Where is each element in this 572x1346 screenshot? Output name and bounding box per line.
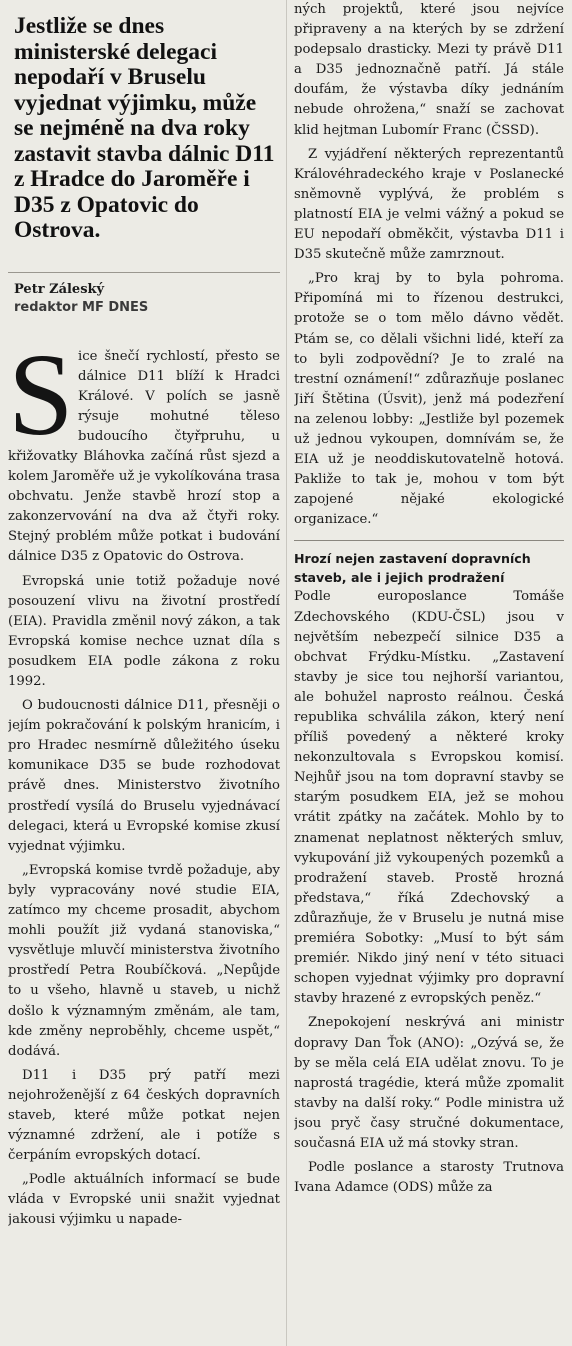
section-subheading: Hrozí nejen zastavení dopravních staveb, ale i jejich prodražení: [294, 551, 531, 586]
author-role: redaktor MF DNES: [14, 299, 149, 315]
body-paragraph: „Pro kraj by to byla pohroma. Připomíná mi to řízenou destrukci, protože se o tom mělo dávno vědět. Ptám se, co dělali všichni lidé, kteří za to byli zodpovědní? Je to zralé na trestní oznámení!“ zdůrazňuje poslanec Jiří Štětina (Úsvit), jenž má podezření na zelenou lobby: „Jestliže byl pozemek už jednou vykoupen, domnívám se, že EIA už je neoddiskutovatelně hotová. Pakliže to tak je, mohou v tom být zapojené nějaké ekologické organizace.“: [294, 271, 564, 528]
body-paragraph: „Evropská komise tvrdě požaduje, aby byly vypracovány nové studie EIA, zatímco my chceme prosadit, abychom mohli použít již vydaná stanoviska,“ vysvětluje mluvčí ministerstva životního prostředí Petra Roubíčková. „Nepůjde to u všeho, hlavně u staveb, u nichž došlo k významným změnám, ale tam, kde změny neproběhly, chceme uspět,“ dodává.: [8, 862, 280, 1059]
right-column: [294, 0, 564, 1202]
body-paragraph: Podle europoslance Tomáše Zdechovského (KDU-ČSL) jsou v největším nebezpečí silnice D35 a obchvat Frýdku-Místku. „Zastavení stavby je sice tou nejhorší variantou, ale bohužel naprosto reálnou. Česká republika schválila zákon, který není příliš povedený a některé kroky nekonzultovala s Evropskou komisí. Nejhůř jsou na tom dopravní stavby se starým posudkem EIA, jež se mohou vrátit zpátky na začátek. Mohlo by to znamenat neplatnost některých smluv, vykupování již vykoupených pozemků a prodražení staveb. Prostě hrozná představa,“ říká Zdechovský a zdůrazňuje, že v Bruselu je nutná mise premiéra Sobotky: „Musí to být sám premiér. Nikdo jiný není v této situaci schopen vyjednat výjimky pro dopravní stavby hrazené z evropských peněz.“: [294, 589, 564, 1007]
body-paragraph: O budoucnosti dálnice D11, přesněji o jejím pokračování k polským hranicím, i pro Hradec nesmírně důležitého úseku komunikace D35 se bude rozhodovat právě dnes. Ministerstvo životního prostředí vysílá do Bruselu vyjednávací delegaci, která u Evropské komise zkusí vyjednat výjimku.: [8, 698, 280, 854]
section-divider: [294, 540, 564, 541]
body-paragraph: D11 i D35 prý patří mezi nejohroženější z 64 českých dopravních staveb, které může potkat nejen významné zdržení, ale i potíže s čerpáním evropských dotací.: [8, 1067, 280, 1164]
body-paragraph: „Podle aktuálních informací se bude vláda v Evropské unii snažit vyjednat jakousi výjimku u napade-: [8, 1172, 280, 1228]
author-name: Petr Záleský: [14, 281, 105, 297]
body-paragraph: ných projektů, které jsou nejvíce připraveny a na kterých by se zdržení podepsalo drasticky. Mezi ty právě D11 a D35 jednoznačně patří. Já stále doufám, že výstavba díky jednáním nebude ohrožena,“ snaží se zachovat klid hejtman Lubomír Franc (ČSSD).: [294, 2, 564, 138]
body-paragraph: Znepokojení neskrývá ani ministr dopravy Dan Ťok (ANO): „Ozývá se, že by se měla celá EIA udělat znovu. To je naprostá tragédie, která může zpomalit stavby na další roky.“ Podle ministra už jsou pryč časy stručné dokumentace, současná EIA už má stovky stran.: [294, 1015, 564, 1151]
lead-paragraph: ice šnečí rychlostí, přesto se dálnice D11 blíží k Hradci Králové. V polích se jasně rýsuje mohutné těleso budoucího čtyřpruhu, u křižovatky Bláhovka začíná růst sjezd a kolem Jaroměře už je vykolíkována trasa obchvatu. Jenže stavbě hrozí stop a zakonzervování na dva až čtyři roky. Stejný problém může potkat i budování dálnice D35 z Opatovic do Ostrova.: [8, 348, 280, 565]
body-paragraph: Z vyjádření některých reprezentantů Královéhradeckého kraje v Poslanecké sněmovně vyplývá, že problém s platností EIA je velmi vážný a pokud se EU nepodaří obměkčit, výstavba D11 i D35 skutečně může zamrznout.: [294, 146, 564, 263]
lead-paragraph-block: [8, 328, 280, 568]
column-divider: [286, 0, 287, 1346]
left-column: [8, 0, 280, 1235]
body-paragraph: Podle poslance a starosty Trutnova Ivana Adamce (ODS) může za: [294, 1160, 564, 1196]
drop-cap: S: [8, 328, 74, 460]
body-paragraph: Evropská unie totiž požaduje nové posouzení vlivu na životní prostředí (EIA). Pravidla změnil nový zákon, a tak Evropská komise nechce uznat díla s posudkem EIA podle zákona z roku 1992.: [8, 573, 280, 689]
byline-divider: [8, 272, 280, 273]
article-headline: Jestliže se dnes ministerské delegaci nepodaří v Bruselu vyjednat výjimku, může se nejméně na dva roky zastavit stavba dálnic D11 z Hradce do Jaroměře i D35 z Opatovic do Ostrova.: [14, 13, 275, 243]
